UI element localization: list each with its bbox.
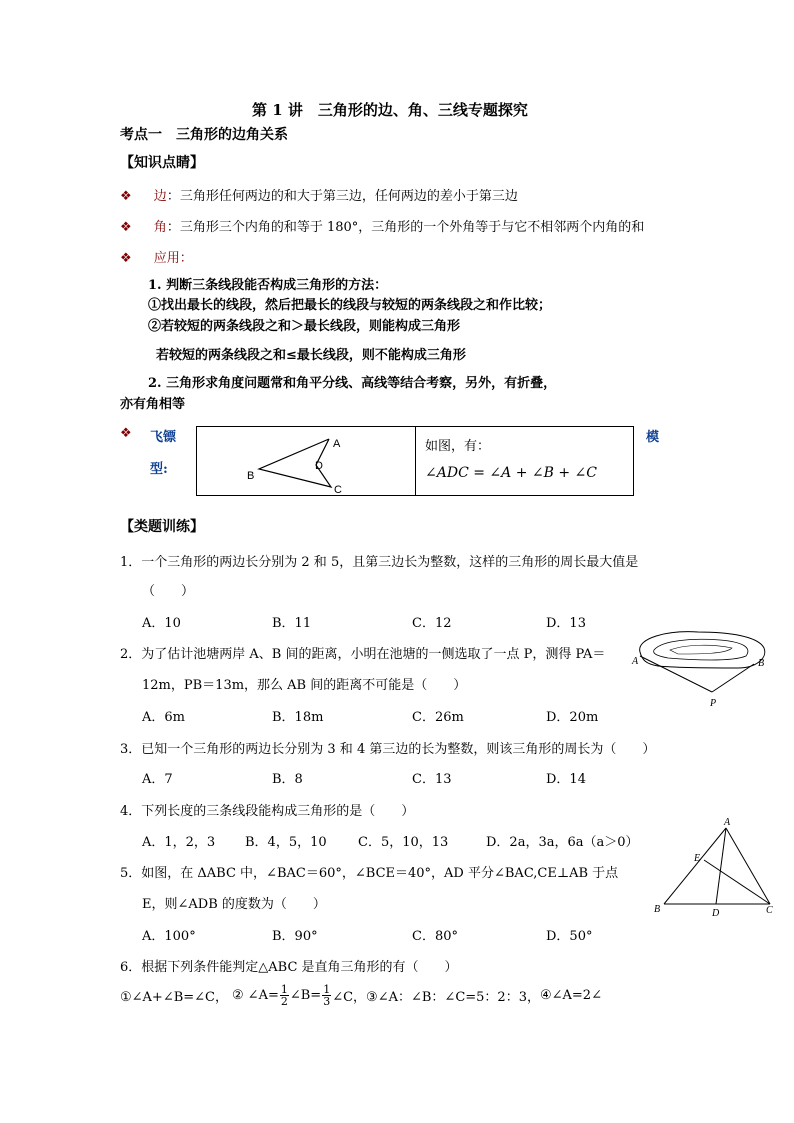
model-bullet [120,426,132,441]
q2-option-d: D．20m [546,710,599,725]
diamond-icon: ❖ [120,426,132,441]
q6-cond-1: ①∠A+∠B=∠C， [120,990,229,1005]
q5-option-d: D．50° [546,929,593,944]
angle-text: ：三角形三个内角的和等于 180°，三角形的一个外角等于与它不相邻两个内角的和 [166,220,645,235]
point-e-label: E [694,853,701,864]
q1-bracket: （ ） [142,584,195,599]
q3-option-b: B．8 [272,772,303,787]
q1-option-d: D．13 [546,616,586,631]
model-box [196,426,634,496]
page-title: 第 1 讲 三角形的边、角、三线专题探究 [252,101,528,119]
q3-option-a: A．7 [142,772,173,787]
q2-option-c: C．26m [412,710,464,725]
q1-option-b: B．11 [272,616,312,631]
point-angle [120,216,644,235]
q6-conditions [120,984,602,1007]
point-d-label: D [712,908,720,919]
model-label-2: 型: [150,462,168,477]
q2-option-b: B．18m [272,710,324,725]
q6-cond-3: ③∠A：∠B：∠C=5：2：3， [366,990,540,1005]
point-a-label: A [632,656,639,667]
model-label-3: 模 [646,430,660,445]
q2-option-a: A．6m [142,710,185,725]
model-divider [415,427,416,495]
point-a-label: A [333,438,341,450]
point-b-label: B [247,470,255,482]
point-c-label: C [766,905,773,916]
point-c-label: C [334,484,342,495]
q6-cond-2-b: ∠B= [289,988,322,1003]
point-edge [120,185,518,204]
apply-keyword: 应用： [153,251,193,266]
q2-stem-1: 2．为了估计池塘两岸 A、B 间的距离，小明在池塘的一侧选取了一点 P，测得 PA＝ [120,647,606,662]
model-label-1: 飞镖 [150,430,177,445]
apply-line-6: 亦有角相等 [120,397,186,412]
q3-stem: 3．已知一个三角形的两边长分别为 3 和 4 第三边的长为整数，则该三角形的周长为（ ） [120,742,656,757]
point-p-label: P [710,698,717,709]
section-heading: 考点一 三角形的边角关系 [120,127,288,143]
q5-stem-1: 5．如图，在 ΔABC 中，∠BAC＝60°，∠BCE＝40°，AD 平分∠BAC,CE⊥AB 于点 [120,866,619,881]
pond-outline [640,632,765,668]
q5-option-a: A．100° [142,929,196,944]
pond-figure [628,624,778,712]
q1-option-c: C．12 [412,616,452,631]
point-a-label: A [724,817,731,828]
angle-keyword: 角 [153,220,167,235]
edge-keyword: 边 [153,189,167,204]
q5-option-b: B．90° [272,929,318,944]
apply-line-1: 1. 判断三条线段能否构成三角形的方法： [148,278,388,293]
diamond-icon: ❖ [120,220,132,235]
model-intro: 如图，有： [425,439,491,454]
q4-option-c: C．5，10，13 [358,835,449,850]
q4-stem: 4．下列长度的三条线段能构成三角形的是（ ） [120,804,415,819]
training-header: 【类题训练】 [120,519,204,535]
segment-ce [704,860,770,904]
q4-option-d: D．2a，3a，6a（a＞0） [486,835,639,850]
q3-option-c: C．13 [412,772,452,787]
apply-line-3: ②若较短的两条线段之和＞最长线段，则能构成三角形 [148,319,461,334]
edge-text: ：三角形任何两边的和大于第三边，任何两边的差小于第三边 [166,189,518,204]
q6-cond-2-a: ∠A= [247,988,279,1003]
q6-cond-2-num: ② [232,988,244,1003]
segment-ad [716,828,726,904]
q5-stem-2: E，则∠ADB 的度数为（ ） [142,897,326,912]
apply-line-5: 2. 三角形求角度问题常和角平分线、高线等结合考察，另外，有折叠， [148,376,557,391]
point-d-label: D [315,460,323,472]
segment-pa [640,656,712,692]
q6-cond-4: ④∠A=2∠ [539,988,602,1003]
side-ab [664,828,726,904]
dart-figure [197,427,415,495]
diamond-icon: ❖ [120,189,132,204]
q1-option-a: A．10 [142,616,181,631]
q1-stem: 1．一个三角形的两边长分别为 2 和 5，且第三边长为整数，这样的三角形的周长最大值是 [120,555,639,570]
apply-line-4: 若较短的两条线段之和≤最长线段，则不能构成三角形 [156,348,466,363]
point-b-label: B [654,904,661,915]
q4-option-a: A．1，2，3 [142,835,216,850]
model-formula: ∠ADC = ∠A + ∠B + ∠C [425,465,597,481]
triangle-figure [648,814,784,920]
side-ac [726,828,770,904]
q3-option-d: D．14 [546,772,586,787]
q6-cond-2-c: ∠C， [332,990,367,1005]
q5-option-c: C．80° [412,929,458,944]
pond-inner [654,639,748,660]
q6-stem: 6．根据下列条件能判定△ABC 是直角三角形的有（ ） [120,960,458,975]
q2-stem-2: 12m，PB＝13m，那么 AB 间的距离不可能是（ ） [142,678,467,693]
diamond-icon: ❖ [120,251,132,266]
pond-inner-2 [670,645,732,654]
apply-line-2: ①找出最长的线段，然后把最长的线段与较短的两条线段之和作比较； [148,298,552,313]
fraction-one-third: $\frac{1}{3}$ [323,983,331,1008]
knowledge-header: 【知识点睛】 [120,155,204,171]
fraction-one-half: $\frac{1}{2}$ [280,983,288,1008]
point-apply [120,247,193,266]
point-b-label: B [758,658,765,669]
q4-option-b: B．4，5，10 [245,835,327,850]
